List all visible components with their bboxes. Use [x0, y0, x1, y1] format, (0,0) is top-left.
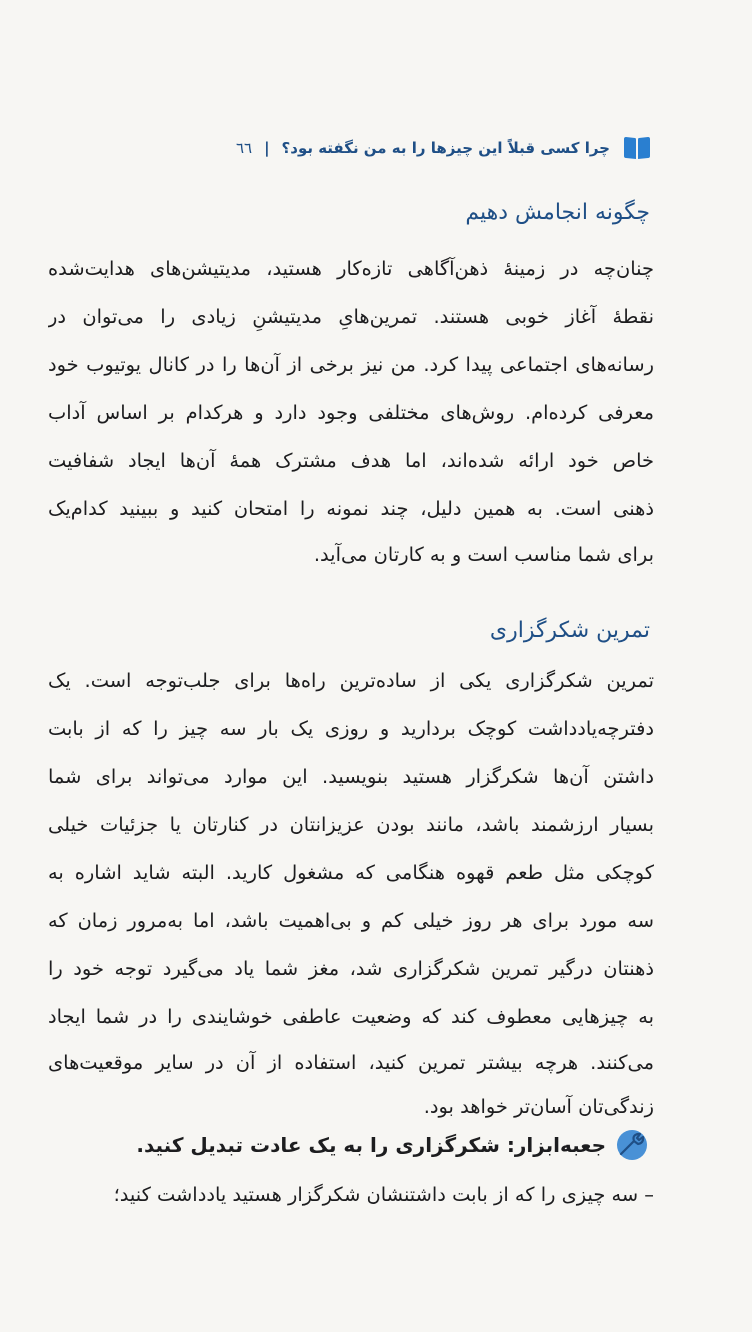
- section-heading-how: چگونه انجامش دهیم: [465, 200, 650, 225]
- page-number: ٦٦: [235, 139, 253, 157]
- paragraph-line: بسیار ارزشمند باشد، مانند بودن عزیزانتان در کنارتان یا جزئیات خیلی: [48, 813, 654, 836]
- paragraph-line: ذهنتان درگیر تمرین شکرگزاری شد، مغز شما یاد می‌گیرد توجه خود را: [48, 957, 654, 980]
- paragraph-line: معرفی کرده‌ام. روش‌های مختلفی وجود دارد و هرکدام بر اساس آداب: [48, 401, 654, 424]
- wrench-icon: [612, 1128, 652, 1162]
- book-title: چرا کسی قبلاً این چیزها را به من نگفته بود؟: [281, 139, 610, 157]
- toolbox-bullet-item: – سه چیزی را که از بابت داشتنشان شکرگزار هستید یادداشت کنید؛: [113, 1183, 654, 1206]
- paragraph-line: تمرین شکرگزاری یکی از ساده‌ترین راه‌ها برای جلب‌توجه است. یک: [48, 669, 654, 692]
- paragraph-line: داشتن آن‌ها شکرگزار هستید بنویسید. این موارد می‌تواند برای شما: [48, 765, 654, 788]
- paragraph-line: دفترچه‌یادداشت کوچک بردارید و روزی یک بار سه چیز را که از بابت: [48, 717, 654, 740]
- paragraph-line: نقطهٔ آغاز خوبی هستند. تمرین‌هایِ مدیتیشنِ زیادی را می‌توان در: [48, 305, 654, 328]
- paragraph-line: برای شما مناسب است و به کارتان می‌آید.: [313, 543, 654, 566]
- paragraph-line: سه مورد برای هر روز خیلی کم و بی‌اهمیت باشد، اما به‌مرور زمان که: [48, 909, 654, 932]
- paragraph-line: رسانه‌های اجتماعی پیدا کرد. من نیز برخی از آن‌ها را در کانال یوتیوب خود: [48, 353, 654, 376]
- paragraph-line: زندگی‌تان آسان‌تر خواهد بود.: [423, 1095, 654, 1118]
- section-heading-gratitude: تمرین شکرگزاری: [489, 618, 650, 643]
- header-separator: |: [264, 139, 270, 157]
- running-header: [235, 128, 652, 168]
- toolbox-callout: [136, 1122, 652, 1168]
- paragraph-line: خاص خود ارائه شده‌اند، اما هدف مشترک همهٔ آن‌ها ایجاد شفافیت: [48, 449, 654, 472]
- paragraph-line: چنان‌چه در زمینهٔ ذهن‌آگاهی تازه‌کار هستید، مدیتیشن‌های هدایت‌شده: [48, 257, 654, 280]
- paragraph-line: می‌کنند. هرچه بیشتر تمرین کنید، استفاده از آن در سایر موقعیت‌های: [48, 1051, 654, 1074]
- paragraph-line: ذهنی است. به همین دلیل، چند نمونه را امتحان کنید و ببینید کدام‌یک: [48, 497, 654, 520]
- paragraph-line: کوچکی مثل طعم قهوه هنگامی که مشغول کارید. البته شاید اشاره به: [48, 861, 654, 884]
- toolbox-title: جعبه‌ابزار: شکرگزاری را به یک عادت تبدیل کنید.: [136, 1133, 606, 1157]
- paragraph-line: به چیزهایی معطوف کند که وضعیت عاطفی خوشایندی را در شما ایجاد: [48, 1005, 654, 1028]
- book-icon: [622, 135, 652, 161]
